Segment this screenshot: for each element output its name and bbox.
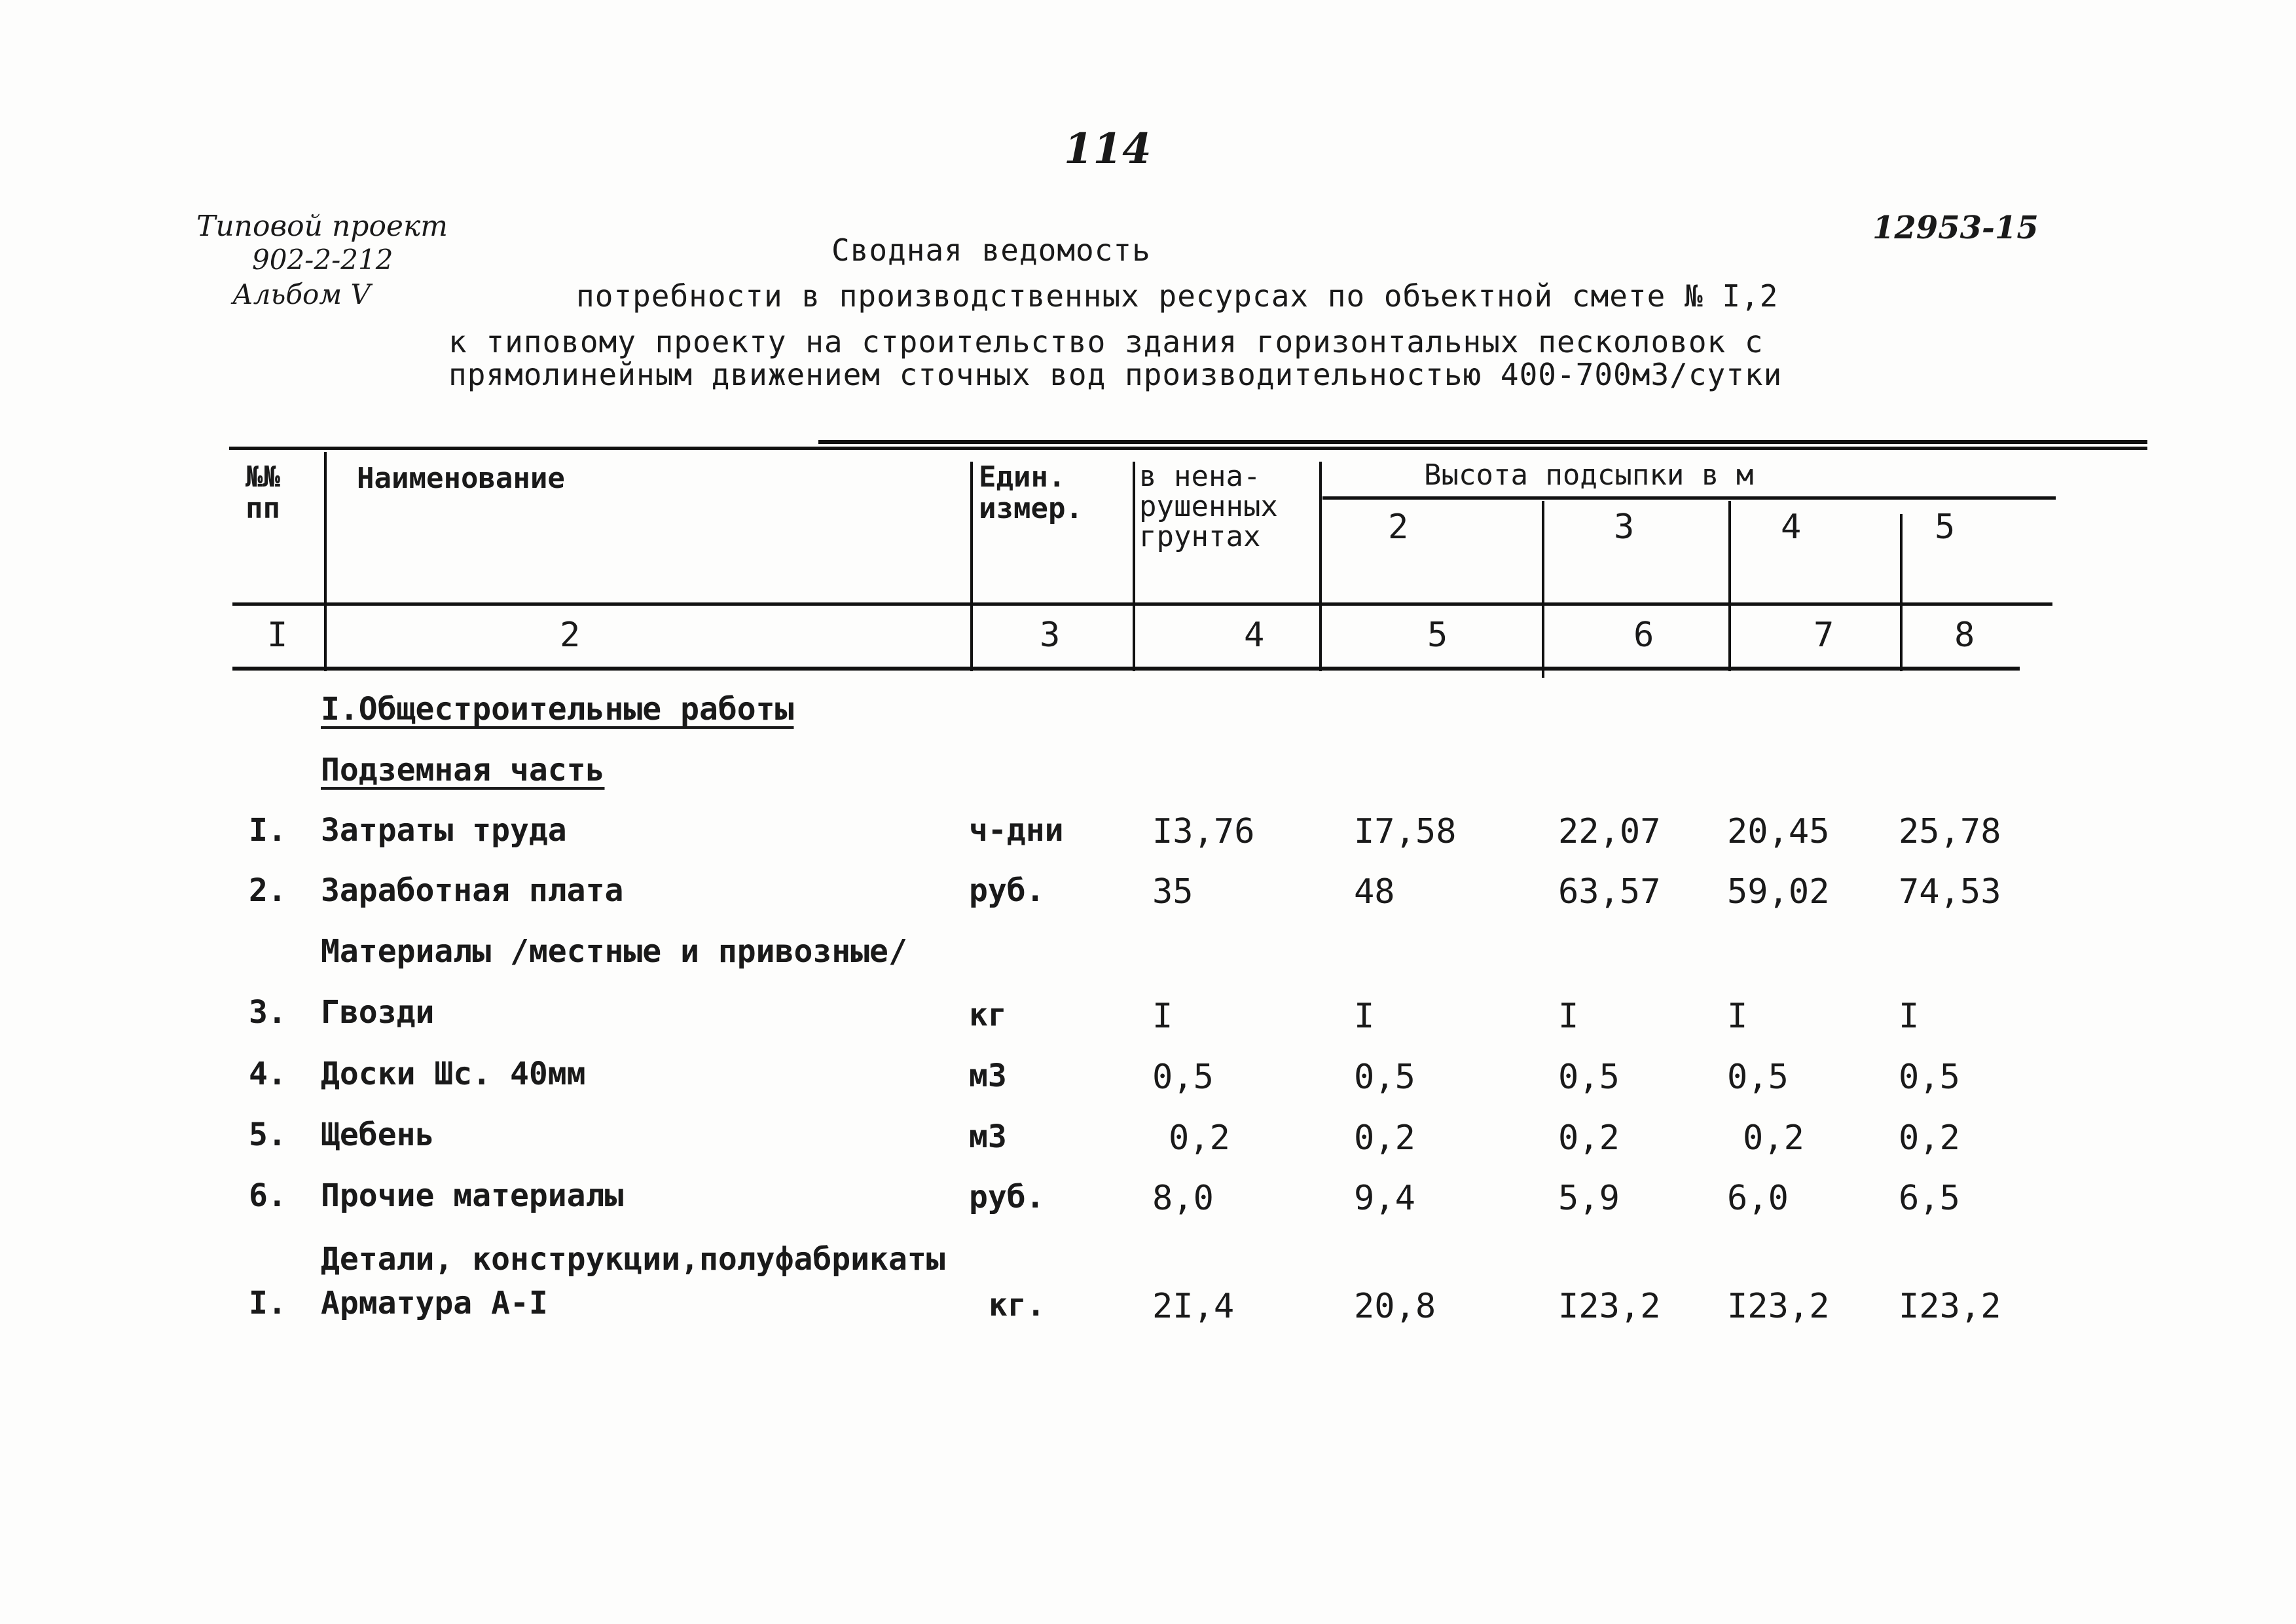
row-value: 35	[1152, 872, 1194, 912]
row-num: 3.	[249, 994, 287, 1031]
header-height-4: 4	[1781, 507, 1802, 547]
row-value: 0,2	[1899, 1118, 1960, 1158]
row-value: I23,2	[1899, 1287, 2001, 1326]
row-value: 20,45	[1727, 812, 1830, 851]
header-undisturbed: в нена-рушенных грунтах	[1139, 460, 1278, 553]
row-unit: м3	[969, 1058, 1007, 1094]
page-number: 114	[1064, 124, 1152, 174]
row-value: 0,5	[1727, 1058, 1789, 1097]
row-unit: руб.	[969, 1179, 1045, 1215]
row-unit: кг	[969, 997, 1007, 1033]
row-value: 48	[1354, 872, 1395, 912]
row-value: I7,58	[1354, 812, 1457, 851]
row-value: 5,9	[1558, 1179, 1620, 1218]
row-name: Доски Шс. 40мм	[321, 1056, 586, 1092]
row-value: 20,8	[1354, 1287, 1436, 1326]
row-value: 6,5	[1899, 1179, 1960, 1218]
row-value: 63,57	[1558, 872, 1661, 912]
row-num: 5.	[249, 1116, 287, 1153]
row-name: Прочие материалы	[321, 1177, 624, 1214]
row-name: Щебень	[321, 1116, 435, 1153]
row-unit: руб.	[969, 872, 1045, 909]
header-num: №№ пп	[246, 460, 280, 525]
header-height-3: 3	[1614, 507, 1635, 547]
colnum-8: 8	[1954, 616, 1975, 655]
header-height-5: 5	[1935, 507, 1956, 547]
section-title: I.Общестроительные работы	[321, 691, 794, 728]
stamp-project-type: Типовой проект	[196, 210, 448, 243]
title-line-3: к типовому проекту на строительство здания горизонтальных песколовок с	[448, 324, 1764, 360]
row-value: 9,4	[1354, 1179, 1415, 1218]
row-value: I	[1354, 997, 1375, 1036]
row-value: I	[1727, 997, 1748, 1036]
row-value: 0,5	[1152, 1058, 1214, 1097]
row-value: 0,2	[1354, 1118, 1415, 1158]
row-value: 2I,4	[1152, 1287, 1235, 1326]
colnum-3: 3	[1040, 616, 1061, 655]
colnum-7: 7	[1813, 616, 1834, 655]
title-line-1: Сводная ведомость	[831, 232, 1151, 268]
row-value: 74,53	[1899, 872, 2001, 912]
row-value: I23,2	[1727, 1287, 1830, 1326]
materials-label: Материалы /местные и привозные/	[321, 933, 907, 970]
row-value: 0,2	[1169, 1118, 1230, 1158]
row-name: Арматура А-I	[321, 1285, 548, 1321]
row-name: Гвозди	[321, 994, 435, 1031]
row-value: 0,5	[1354, 1058, 1415, 1097]
header-height-group: Высота подсыпки в м	[1424, 458, 1754, 492]
row-value: 59,02	[1727, 872, 1830, 912]
stamp-document-number: 12953-15	[1872, 210, 2039, 246]
stamp-album: Альбом V	[232, 278, 371, 310]
header-unit: Един. измер.	[979, 460, 1083, 525]
stamp-project-number: 902-2-212	[252, 244, 393, 276]
row-value: 6,0	[1727, 1179, 1789, 1218]
row-value: I	[1899, 997, 1920, 1036]
colnum-4: 4	[1244, 616, 1265, 655]
row-name: Затраты труда	[321, 812, 567, 849]
row-unit: кг.	[989, 1287, 1046, 1323]
row-value: 22,07	[1558, 812, 1661, 851]
row-value: 8,0	[1152, 1179, 1214, 1218]
row-num: 4.	[249, 1056, 287, 1092]
row-unit: ч-дни	[969, 812, 1064, 849]
row-num: I.	[249, 1285, 287, 1321]
row-value: 0,5	[1899, 1058, 1960, 1097]
row-unit: м3	[969, 1118, 1007, 1155]
row-value: I3,76	[1152, 812, 1255, 851]
row-num: 2.	[249, 872, 287, 909]
title-line-4: прямолинейным движением сточных вод производительностью 400-700м3/сутки	[448, 357, 1783, 392]
row-value: 0,2	[1743, 1118, 1804, 1158]
subsection-title: Подземная часть	[321, 752, 605, 788]
details-label: Детали, конструкции,полуфабрикаты	[321, 1241, 945, 1278]
row-value: 0,5	[1558, 1058, 1620, 1097]
row-num: 6.	[249, 1177, 287, 1214]
header-name: Наименование	[357, 462, 565, 495]
row-value: 25,78	[1899, 812, 2001, 851]
title-line-2: потребности в производственных ресурсах по объектной смете № I,2	[576, 278, 1779, 314]
colnum-1: I	[267, 616, 288, 655]
row-name: Заработная плата	[321, 872, 624, 909]
colnum-5: 5	[1427, 616, 1448, 655]
row-value: I	[1558, 997, 1579, 1036]
header-height-2: 2	[1388, 507, 1409, 547]
colnum-2: 2	[560, 616, 581, 655]
row-num: I.	[249, 812, 287, 849]
row-value: I23,2	[1558, 1287, 1661, 1326]
colnum-6: 6	[1633, 616, 1654, 655]
row-value: I	[1152, 997, 1173, 1036]
row-value: 0,2	[1558, 1118, 1620, 1158]
